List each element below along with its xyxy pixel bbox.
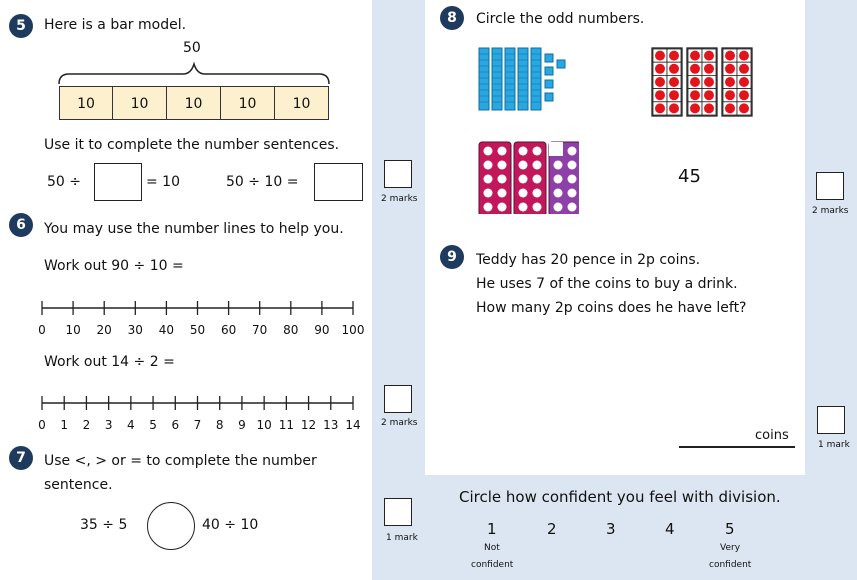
bar-cell: 10	[59, 86, 113, 120]
numicon-hole	[554, 161, 563, 170]
numicon-hole	[484, 175, 493, 184]
number-line-label: 60	[220, 323, 237, 337]
q6-title: You may use the number lines to help you.	[44, 221, 344, 237]
q7-comparison-circle[interactable]	[147, 502, 195, 550]
numicon-hole	[533, 189, 542, 198]
red-counter	[725, 77, 735, 87]
numicon-hole	[533, 147, 542, 156]
q8-mark-box[interactable]	[816, 172, 844, 200]
number-line-label: 1	[60, 418, 69, 432]
sentence2-left: 50 ÷ 10 =	[226, 174, 299, 190]
red-counter	[725, 90, 735, 100]
number-line-label: 5	[149, 418, 157, 432]
number-line-label: 7	[193, 418, 202, 432]
red-counter	[739, 77, 749, 87]
numicon-hole	[498, 161, 507, 170]
red-counter	[655, 77, 665, 87]
numicon-hole	[498, 203, 507, 212]
q6-marks: 2 marks	[381, 418, 418, 428]
q7-left-expression: 35 ÷ 5	[80, 517, 128, 533]
q6-part1: Work out 90 ÷ 10 =	[44, 258, 184, 274]
numicon-hole	[533, 175, 542, 184]
q5-title: Here is a bar model.	[44, 17, 187, 33]
q7-right-expression: 40 ÷ 10	[202, 517, 259, 533]
number-line-label: 3	[104, 418, 113, 432]
q9-mark-box[interactable]	[817, 406, 845, 434]
number-line-label: 12	[300, 418, 317, 432]
confidence-option-2[interactable]: 2	[547, 520, 557, 538]
number-line-0-100	[30, 298, 370, 338]
confidence-high-label-2: confident	[709, 560, 752, 570]
number-line-label: 0	[38, 323, 46, 337]
red-counter	[739, 64, 749, 74]
red-counter	[704, 64, 714, 74]
red-counter	[690, 103, 700, 113]
number-line-label: 13	[323, 418, 339, 432]
q8-title: Circle the odd numbers.	[476, 11, 645, 27]
number-line-label: 100	[341, 323, 365, 337]
sentence1-left: 50 ÷	[47, 174, 81, 190]
confidence-high-label: Very	[720, 543, 741, 553]
number-line-0-14	[30, 393, 370, 433]
q9-line3: How many 2p coins does he have left?	[476, 300, 747, 316]
q9-line1: Teddy has 20 pence in 2p coins.	[476, 252, 701, 268]
bar-cell: 10	[274, 86, 329, 120]
question-8-badge: 8	[440, 6, 464, 30]
numicon-hole	[554, 175, 563, 184]
bar-brace	[55, 58, 333, 88]
number-line-label: 0	[38, 418, 46, 432]
q9-line2: He uses 7 of the coins to buy a drink.	[476, 276, 738, 292]
red-counter	[725, 103, 735, 113]
number-line-label: 10	[65, 323, 81, 337]
confidence-low-label-2: confident	[471, 560, 514, 570]
numicon-hole	[568, 161, 577, 170]
numicon-hole	[519, 147, 528, 156]
numicon-hole	[533, 161, 542, 170]
number-line-label: 8	[215, 418, 224, 432]
red-counter	[725, 51, 735, 61]
numicon-hole	[498, 147, 507, 156]
number-line-label: 4	[127, 418, 135, 432]
red-counter	[669, 64, 679, 74]
red-counter	[690, 90, 700, 100]
red-counter	[669, 77, 679, 87]
q5-instruction: Use it to complete the number sentences.	[44, 137, 340, 153]
red-counter	[690, 77, 700, 87]
q6-part2: Work out 14 ÷ 2 =	[44, 354, 175, 370]
number-line-label: 6	[171, 418, 180, 432]
number-line-label: 90	[314, 323, 330, 337]
number-line-label: 20	[96, 323, 112, 337]
bar-cell: 10	[166, 86, 221, 120]
q9-answer-unit: coins	[755, 428, 789, 443]
confidence-option-4[interactable]: 4	[665, 520, 675, 538]
numicon-hole	[498, 189, 507, 198]
confidence-option-3[interactable]: 3	[606, 520, 616, 538]
number-line-label: 11	[278, 418, 294, 432]
numicon-hole	[533, 203, 542, 212]
q5-marks: 2 marks	[381, 194, 418, 204]
red-counter	[739, 51, 749, 61]
bar-cell: 10	[220, 86, 275, 120]
red-counter	[655, 51, 665, 61]
numicon-hole	[568, 189, 577, 198]
number-line-label: 9	[238, 418, 246, 432]
q5-mark-box[interactable]	[384, 160, 412, 188]
red-counter	[704, 103, 714, 113]
numicon-hole	[554, 189, 563, 198]
q8-marks: 2 marks	[812, 206, 849, 216]
q6-mark-box[interactable]	[384, 385, 412, 413]
number-line-label: 50	[189, 323, 206, 337]
numicon-hole	[568, 147, 577, 156]
q7-title-line2: sentence.	[44, 477, 113, 493]
red-counter	[655, 64, 665, 74]
number-line-label: 14	[345, 418, 361, 432]
question-9-badge: 9	[440, 245, 464, 269]
number-line-label: 10	[256, 418, 272, 432]
numicon-hole	[519, 189, 528, 198]
sentence1-right: = 10	[146, 174, 180, 190]
number-line-label: 70	[252, 323, 268, 337]
confidence-title: Circle how confident you feel with division.	[459, 488, 781, 506]
q9-marks: 1 mark	[818, 440, 850, 450]
number-line-label: 30	[127, 323, 143, 337]
bar-cell: 10	[112, 86, 167, 120]
number-line-label: 40	[158, 323, 175, 337]
numicon-hole	[554, 203, 563, 212]
confidence-option-1[interactable]: 1	[487, 520, 497, 538]
red-counter	[669, 90, 679, 100]
q8-number-shown: 45	[678, 166, 701, 187]
question-7-badge: 7	[9, 446, 33, 470]
red-counter	[669, 51, 679, 61]
q7-title-line1: Use <, > or = to complete the number	[44, 453, 317, 469]
red-counter	[655, 103, 665, 113]
red-counter	[690, 64, 700, 74]
red-counter	[704, 51, 714, 61]
numicon-hole	[519, 203, 528, 212]
q7-marks: 1 mark	[386, 533, 418, 543]
base-ten-blocks	[478, 46, 570, 114]
sentence1-answer-box[interactable]	[94, 163, 142, 201]
number-line-label: 80	[283, 323, 299, 337]
numicon-pieces	[477, 138, 579, 214]
red-counter	[655, 90, 665, 100]
numicon-hole	[484, 189, 493, 198]
red-counter-frames	[650, 46, 756, 118]
red-counter	[669, 103, 679, 113]
q7-mark-box[interactable]	[384, 498, 412, 526]
numicon-hole	[484, 147, 493, 156]
red-counter	[739, 103, 749, 113]
bar-total: 50	[183, 40, 201, 56]
numicon-hole	[568, 175, 577, 184]
numicon-hole	[519, 175, 528, 184]
number-line-label: 2	[82, 418, 91, 432]
red-counter	[690, 51, 700, 61]
numicon-hole	[568, 203, 577, 212]
confidence-option-5[interactable]: 5	[725, 520, 735, 538]
confidence-low-label: Not	[484, 543, 500, 553]
question-6-badge: 6	[9, 213, 33, 237]
numicon-hole	[519, 161, 528, 170]
red-counter	[725, 64, 735, 74]
numicon-hole	[484, 161, 493, 170]
numicon-hole	[484, 203, 493, 212]
q9-answer-line[interactable]	[679, 446, 795, 448]
red-counter	[739, 90, 749, 100]
sentence2-answer-box[interactable]	[314, 163, 363, 201]
red-counter	[704, 77, 714, 87]
numicon-notch	[549, 142, 563, 156]
numicon-hole	[498, 175, 507, 184]
red-counter	[704, 90, 714, 100]
question-5-badge: 5	[9, 14, 33, 38]
